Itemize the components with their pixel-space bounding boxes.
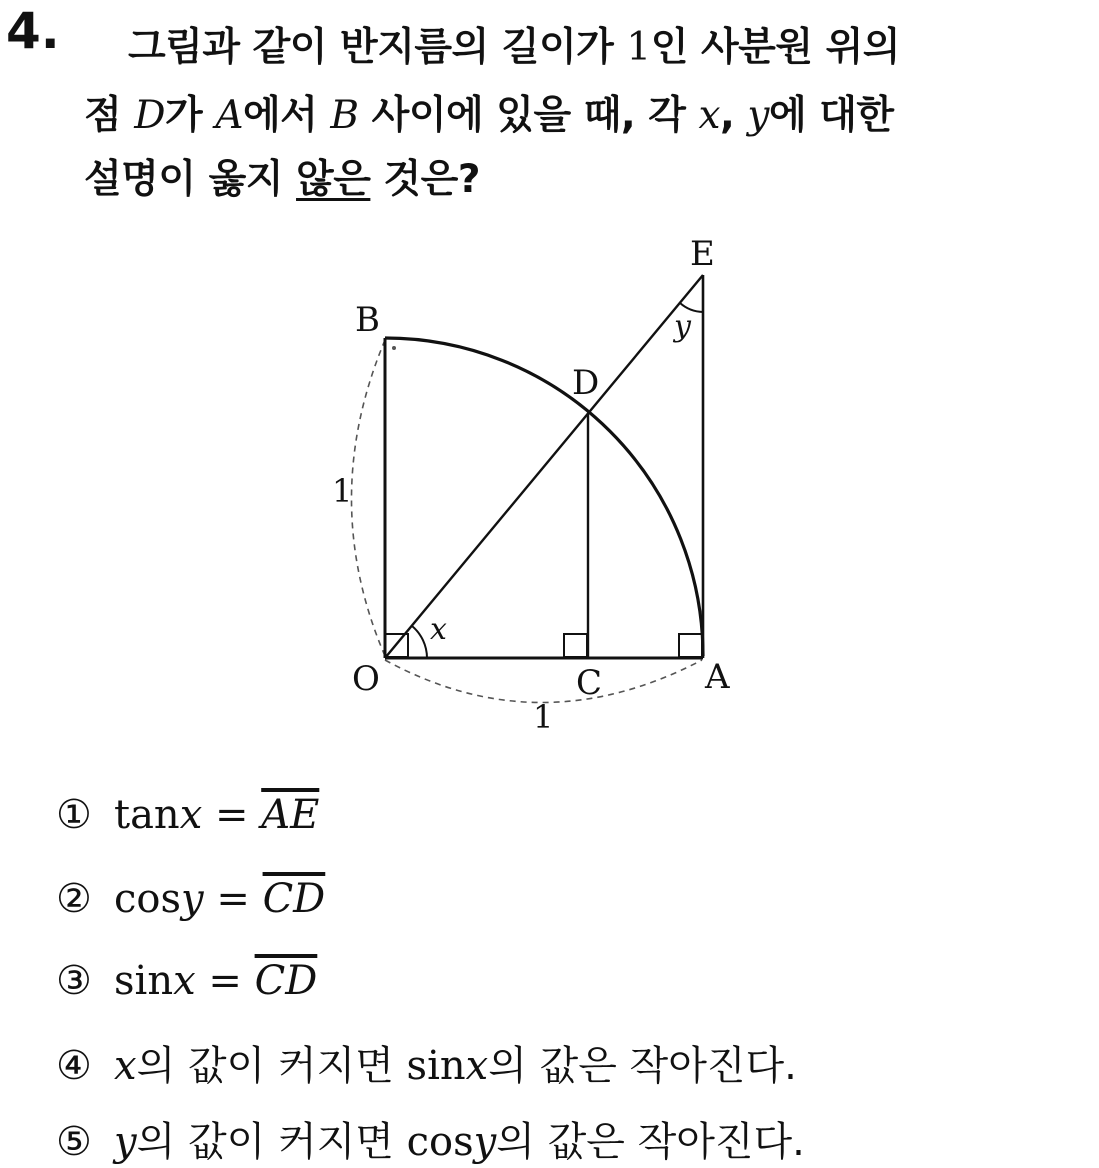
choice-text: 의 값은 작아진다. (488, 1043, 797, 1089)
equals: = (195, 958, 255, 1004)
angle-x-label: x (430, 612, 447, 647)
choice-text: 의 값은 작아진다. (496, 1119, 805, 1165)
math-var-x: x (698, 93, 721, 138)
question-number: 4. (6, 2, 60, 60)
var: y (181, 876, 204, 922)
segment-oe (385, 275, 703, 658)
label-a: A (705, 657, 730, 697)
math-var-A: A (215, 93, 243, 138)
label-c: C (576, 663, 603, 703)
question-text: 가 (165, 93, 216, 138)
func: cos (406, 1119, 474, 1165)
choice-3[interactable] (56, 958, 317, 1004)
question-text: 그림과 같이 반지름의 길이가 (128, 25, 627, 70)
choice-4[interactable] (56, 1034, 797, 1091)
quarter-arc (385, 338, 703, 656)
point-b-dot (392, 346, 396, 350)
label-e: E (690, 234, 715, 274)
var: x (114, 1043, 137, 1089)
angle-y-label: y (674, 309, 691, 344)
func: tan (114, 792, 180, 838)
choice-marker: ④ (56, 1043, 92, 1089)
segment-cd-term: $\overline{CD}$ (262, 876, 326, 922)
question-text: 에 대한 (768, 93, 894, 138)
choice-2[interactable] (56, 876, 325, 922)
math-var-y: y (747, 93, 769, 138)
math-var-B: B (330, 93, 359, 138)
right-angle-a (679, 634, 702, 657)
var: x (465, 1043, 489, 1089)
question-text: , (720, 93, 748, 138)
dimension-arc-ob (352, 340, 386, 656)
label-o: O (352, 659, 380, 699)
choice-text: 의 값이 커지면 (136, 1043, 407, 1089)
choice-1[interactable] (56, 792, 319, 838)
question-text: 설명이 옳지 (84, 157, 297, 202)
segment-ae-term: $\overline{AE}$ (261, 792, 320, 838)
math-var-D: D (134, 93, 166, 138)
func: cos (114, 876, 182, 922)
var: y (473, 1119, 497, 1165)
var: x (179, 792, 203, 838)
question-text: 것은? (370, 157, 480, 202)
question-text: 에서 (242, 93, 331, 138)
choice-marker: ② (56, 876, 92, 922)
choice-marker: ③ (56, 958, 92, 1004)
question-text: 점 (84, 93, 135, 138)
question-text: 사이에 있을 때, 각 (358, 93, 699, 138)
dimension-arc-oa (385, 660, 702, 703)
choice-marker: ① (56, 792, 92, 838)
length-label-ob: 1 (332, 472, 353, 510)
emphasis-not: 않은 (296, 157, 371, 202)
choice-text: 의 값이 커지면 (136, 1119, 407, 1165)
segment-cd-term: $\overline{CD}$ (254, 958, 318, 1004)
right-angle-c (564, 634, 587, 657)
choice-5[interactable] (56, 1110, 805, 1167)
var: y (114, 1119, 137, 1165)
question-text: 인 사분원 위의 (650, 25, 900, 70)
length-label-oa: 1 (533, 698, 554, 736)
choice-marker: ⑤ (56, 1119, 92, 1165)
label-d: D (572, 363, 600, 403)
var: x (173, 958, 196, 1004)
equals: = (203, 876, 263, 922)
angle-x-arc (412, 626, 427, 658)
radius-value: 1 (626, 25, 651, 70)
equals: = (202, 792, 262, 838)
func: sin (114, 958, 174, 1004)
func: sin (406, 1043, 466, 1089)
label-b: B (355, 300, 380, 340)
